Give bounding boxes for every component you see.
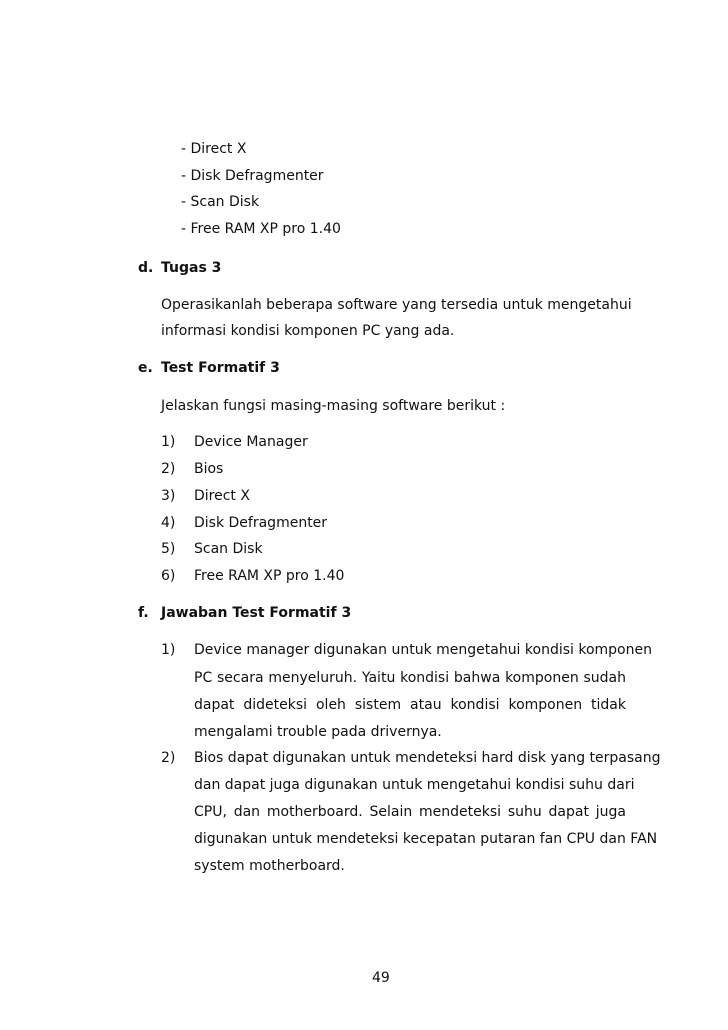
answer-line: system motherboard. <box>194 858 345 874</box>
page-number: 49 <box>372 970 390 986</box>
tools-list-item-4: - Free RAM XP pro 1.40 <box>181 221 341 237</box>
answer-line: PC secara menyeluruh. Yaitu kondisi bahwa komponen sudah <box>194 670 626 686</box>
tools-list-item-1: - Direct X <box>181 141 247 157</box>
question-text: Bios <box>194 461 224 477</box>
answer-number: 1) <box>161 642 176 658</box>
section-f-title: Jawaban Test Formatif 3 <box>161 605 352 621</box>
question-text: Scan Disk <box>194 541 263 557</box>
question-number: 4) <box>161 515 176 531</box>
answer-line: dapat dideteksi oleh sistem atau kondisi komponen tidak <box>194 697 626 713</box>
answer-line: Bios dapat digunakan untuk mendeteksi hard disk yang terpasang <box>194 750 661 766</box>
question-number: 5) <box>161 541 176 557</box>
question-text: Device Manager <box>194 434 308 450</box>
section-e-title: Test Formatif 3 <box>161 360 280 376</box>
question-text: Free RAM XP pro 1.40 <box>194 568 345 584</box>
section-e-marker: e. <box>138 360 153 376</box>
question-number: 6) <box>161 568 176 584</box>
answer-line: digunakan untuk mendeteksi kecepatan putaran fan CPU dan FAN <box>194 831 658 847</box>
section-d-paragraph-line-1: Operasikanlah beberapa software yang tersedia untuk mengetahui <box>161 297 632 313</box>
section-d-title: Tugas 3 <box>161 260 222 276</box>
section-d-paragraph-line-2: informasi kondisi komponen PC yang ada. <box>161 323 455 339</box>
section-d-marker: d. <box>138 260 154 276</box>
section-f-marker: f. <box>138 605 149 621</box>
answer-line: Device manager digunakan untuk mengetahui kondisi komponen <box>194 642 652 658</box>
answer-number: 2) <box>161 750 176 766</box>
answer-line: CPU, dan motherboard. Selain mendeteksi suhu dapat juga <box>194 804 626 820</box>
section-e-intro: Jelaskan fungsi masing-masing software berikut : <box>161 398 506 414</box>
tools-list-item-3: - Scan Disk <box>181 194 260 210</box>
question-number: 2) <box>161 461 176 477</box>
question-number: 3) <box>161 488 176 504</box>
question-text: Direct X <box>194 488 250 504</box>
question-text: Disk Defragmenter <box>194 515 328 531</box>
tools-list-item-2: - Disk Defragmenter <box>181 168 324 184</box>
answer-line: mengalami trouble pada drivernya. <box>194 724 442 740</box>
question-number: 1) <box>161 434 176 450</box>
answer-line: dan dapat juga digunakan untuk mengetahui kondisi suhu dari <box>194 777 635 793</box>
